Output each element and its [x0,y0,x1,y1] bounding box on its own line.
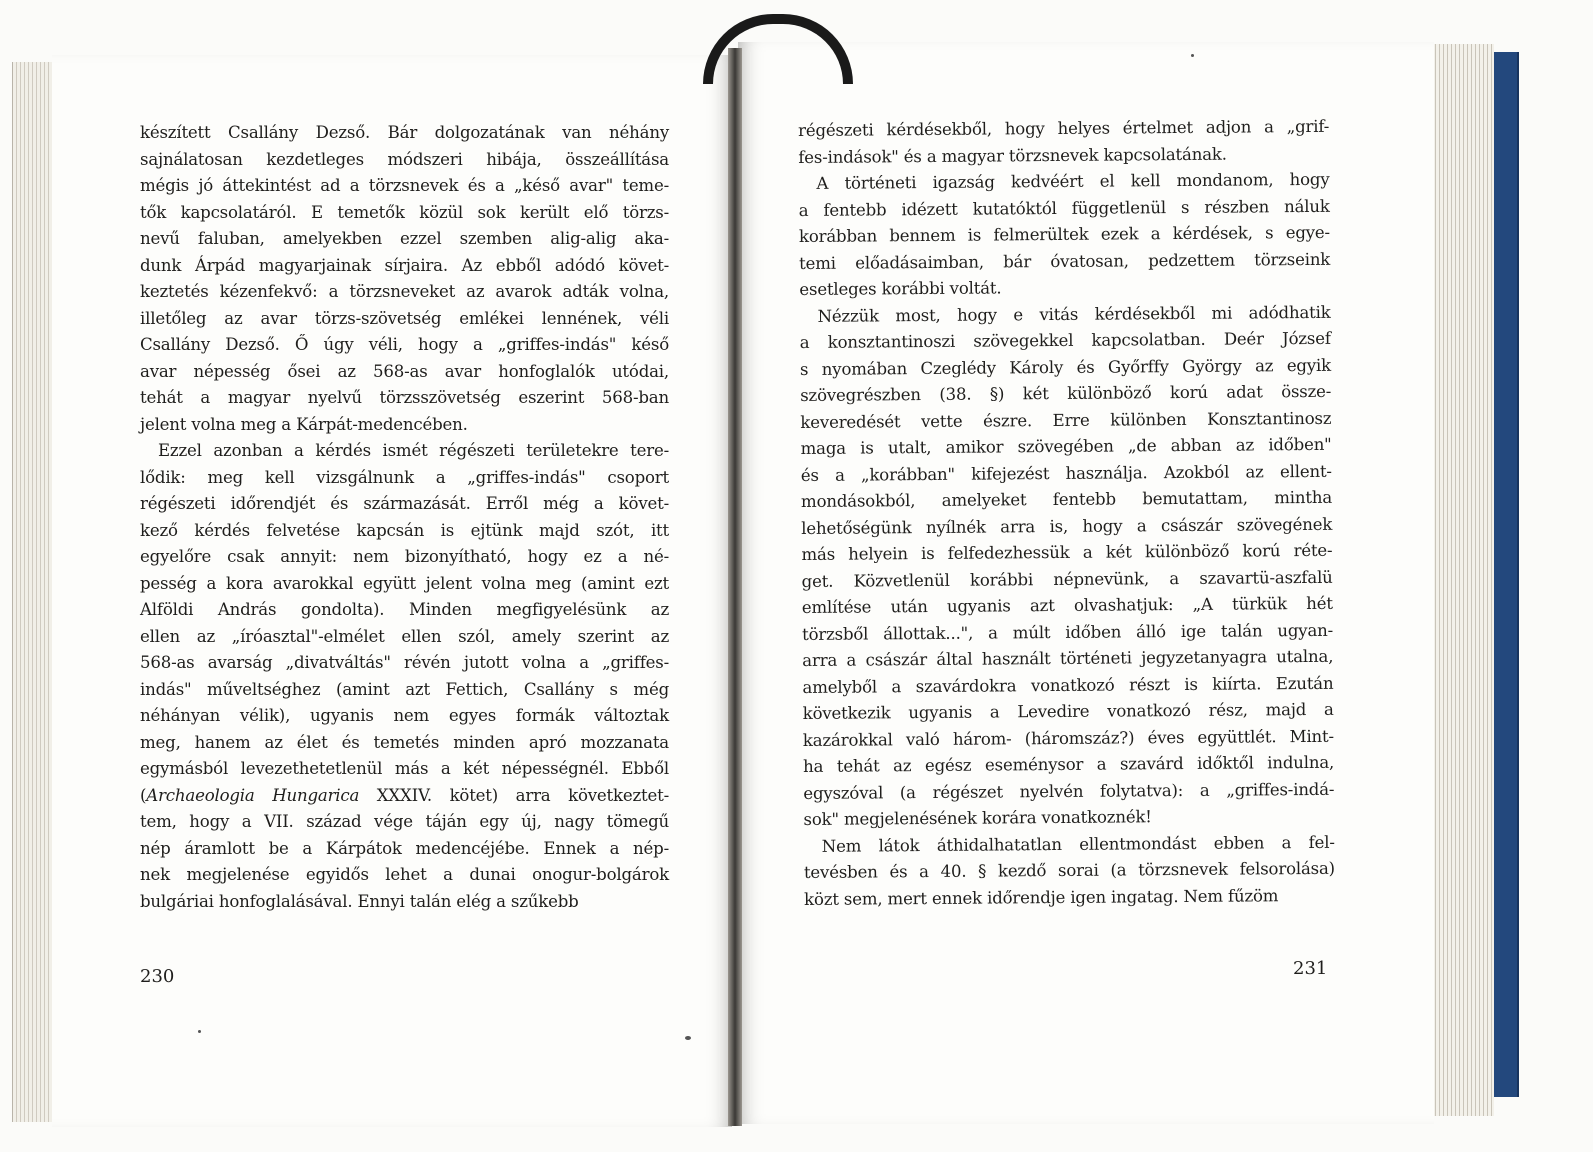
text-line: bulgáriai honfoglalásával. Ennyi talán elég a szűkebb [140,891,579,911]
text-line: mondásokból, amelyeket fentebb bemutattam, mintha [800,487,1333,511]
text-line: s nyomában Czeglédy Károly és Győrffy György az egyik [799,355,1332,379]
text-line: törzsből állottak...", a múlt időben álló ige talán ugyan- [801,620,1334,644]
text-line: Ezzel azonban a kérdés ismét régészeti területekre tere- [158,441,669,460]
text-line: egyelőre csak annyit: nem bizonyítható, hogy ez a né- [140,547,669,566]
text-line: egymásból levezethetetlenül más a két népességnél. Ebből [140,759,669,778]
text-line: más helyein is felfedezhessük a két különböző korú réte- [801,540,1333,564]
text-line: dunk Árpád magyarjainak sírjaira. Az ebből adódó követ- [140,255,669,275]
scan-speck [1191,54,1194,57]
text-line: maga is utalt, amikor szövegében „de abban az időben" [800,434,1332,458]
text-line: tők kapcsolatáról. E temetők közül sok került elő törzs- [140,202,669,222]
text-line: régészeti kérdésekből, hogy helyes értelmet adjon a „grif- [798,116,1330,140]
text-line: tem, hogy a VII. század vége táján egy új, nagy tömegű [140,812,669,831]
text-line: sajnálatosan kezdetleges módszeri hibája, összeállítása [140,149,669,169]
book-cover [1494,52,1519,1097]
text-line: lődik: meg kell vizsgálnunk a „griffes-indás" csoport [140,467,669,487]
text-line: pesség a kora avarokkal együtt jelent volna meg (amint ezt [140,573,669,593]
text-line: tehát a magyar nyelvű törzsszövetség eszerint 568-ban [140,388,669,407]
text-line: kező kérdés felvetése kapcsán is ejtünk majd szót, itt [140,520,669,540]
text-line: Nézzük most, hogy e vitás kérdésekből mi adódhatik [817,302,1331,326]
text-line: néhányan vélik), ugyanis nem egyes formák változtak [140,706,669,725]
text-line: illetőleg az avar törzs-szövetség emlékei lennének, véli [140,308,669,328]
text-line: a fentebb idézett kutatóktól függetlenül s részben náluk [798,196,1330,220]
text-line: mégis jó áttekintést ad a törzsnevek és a „késő avar" teme- [140,176,669,195]
text-line: a konsztantinoszi szövegekkel kapcsolatban. Deér József [799,328,1331,352]
text-line: tevésben és a 40. § kezdő sorai (a törzsnevek felsorolása) [803,858,1335,882]
bookmark-ribbon [703,14,853,84]
text-line: Csallány Dezső. Ő úgy véli, hogy a „griffes-indás" késő [140,335,669,354]
text-line: meg, hanem az élet és temetés minden apró mozzanata [140,732,669,752]
left-page-edges [12,62,53,1122]
right-page-text [798,114,1335,913]
right-page-number: 231 [1293,958,1328,979]
text-line: nevű faluban, amelyekben ezzel szemben alig-alig aka- [140,229,669,248]
text-line: temi előadásaimban, bár óvatosan, pedzettem törzseink [799,249,1331,273]
text-line: egyszóval (a régészet nyelvén folytatva): a „griffes-indá- [803,779,1335,803]
text-line: avar népesség ősei az 568-as avar honfoglalók utódai, [140,361,669,381]
text-line: közt sem, mert ennek időrendje igen ingatag. Nem fűzöm [804,885,1279,909]
text-line: ellen az „íróasztal"-elmélet ellen szól, amely szerint az [140,626,669,646]
text-line: Nem látok áthidalhatatlan ellentmondást ebben a fel- [821,832,1335,856]
text-line: korábban bennem is felmerültek ezek a kérdések, s egye- [798,222,1330,246]
text-line: ha tehát az egész eseménysor a szavárd időktől indulna, [803,752,1335,776]
text-line: esetleges korábbi voltát. [799,278,1002,299]
text-line: keveredését vette észre. Erre különben Konsztantinosz [800,408,1332,432]
text-line: említése után ugyanis azt olvashatjuk: „A türkük hét [801,593,1333,617]
text-line: készített Csallány Dezső. Bár dolgozatának van néhány [140,123,669,142]
text-line: sok" megjelenésének korára vonatkoznék! [803,807,1152,829]
text-line: Alföldi András gondolta). Minden megfigyelésünk az [140,600,669,619]
text-line: A történeti igazság kedvéért el kell mondanom, hogy [816,169,1330,193]
text-line: szövegrészben (38. §) két különböző korú adat össze- [800,381,1332,405]
text-line: régészeti időrendjét és származását. Erről még a követ- [140,494,669,513]
text-line: amelyből a szavárdokra vonatkozó részt is kiírta. Ezután [802,673,1334,697]
scan-speck [685,1036,691,1040]
text-line: nek megjelenése egyidős lehet a dunai onogur-bolgárok [140,865,669,884]
text-line: jelent volna meg a Kárpát-medencében. [140,414,468,434]
text-line: arra a császár által használt történeti jegyzetanyagra utalna, [802,646,1334,670]
text-line: és a „korábban" kifejezést használja. Azokból az ellent- [800,461,1332,485]
left-page-number: 230 [140,966,175,987]
text-line: fes-indások" és a magyar törzsnevek kapcsolatának. [798,144,1227,167]
text-line: nép áramlott be a Kárpátok medencéjébe. Ennek a nép- [140,838,669,858]
text-line: keztetés kézenfekvő: a törzsneveket az avarok adták volna, [140,282,669,301]
text-line: 568-as avarság „divatváltás" révén jutott volna a „griffes- [140,653,669,672]
left-page-text [140,120,669,915]
text-line: indás" műveltséghez (amint azt Fettich, Csallány s még [140,679,669,699]
text-line: kazárokkal való három- (háromszáz?) éves együttlét. Mint- [802,726,1334,750]
text-line: (Archaeologia Hungarica XXXIV. kötet) arra következtet- [140,785,669,805]
text-line: get. Közvetlenül korábbi népnevünk, a szavartü-aszfalü [801,567,1333,591]
scan-speck [198,1030,201,1033]
text-line: következik ugyanis a Levedire vonatkozó rész, majd a [802,699,1334,723]
text-line: lehetőségünk nyílnék arra is, hogy a császár szövegének [801,514,1333,538]
right-page-edges [1432,44,1494,1116]
book-gutter [728,48,742,1126]
